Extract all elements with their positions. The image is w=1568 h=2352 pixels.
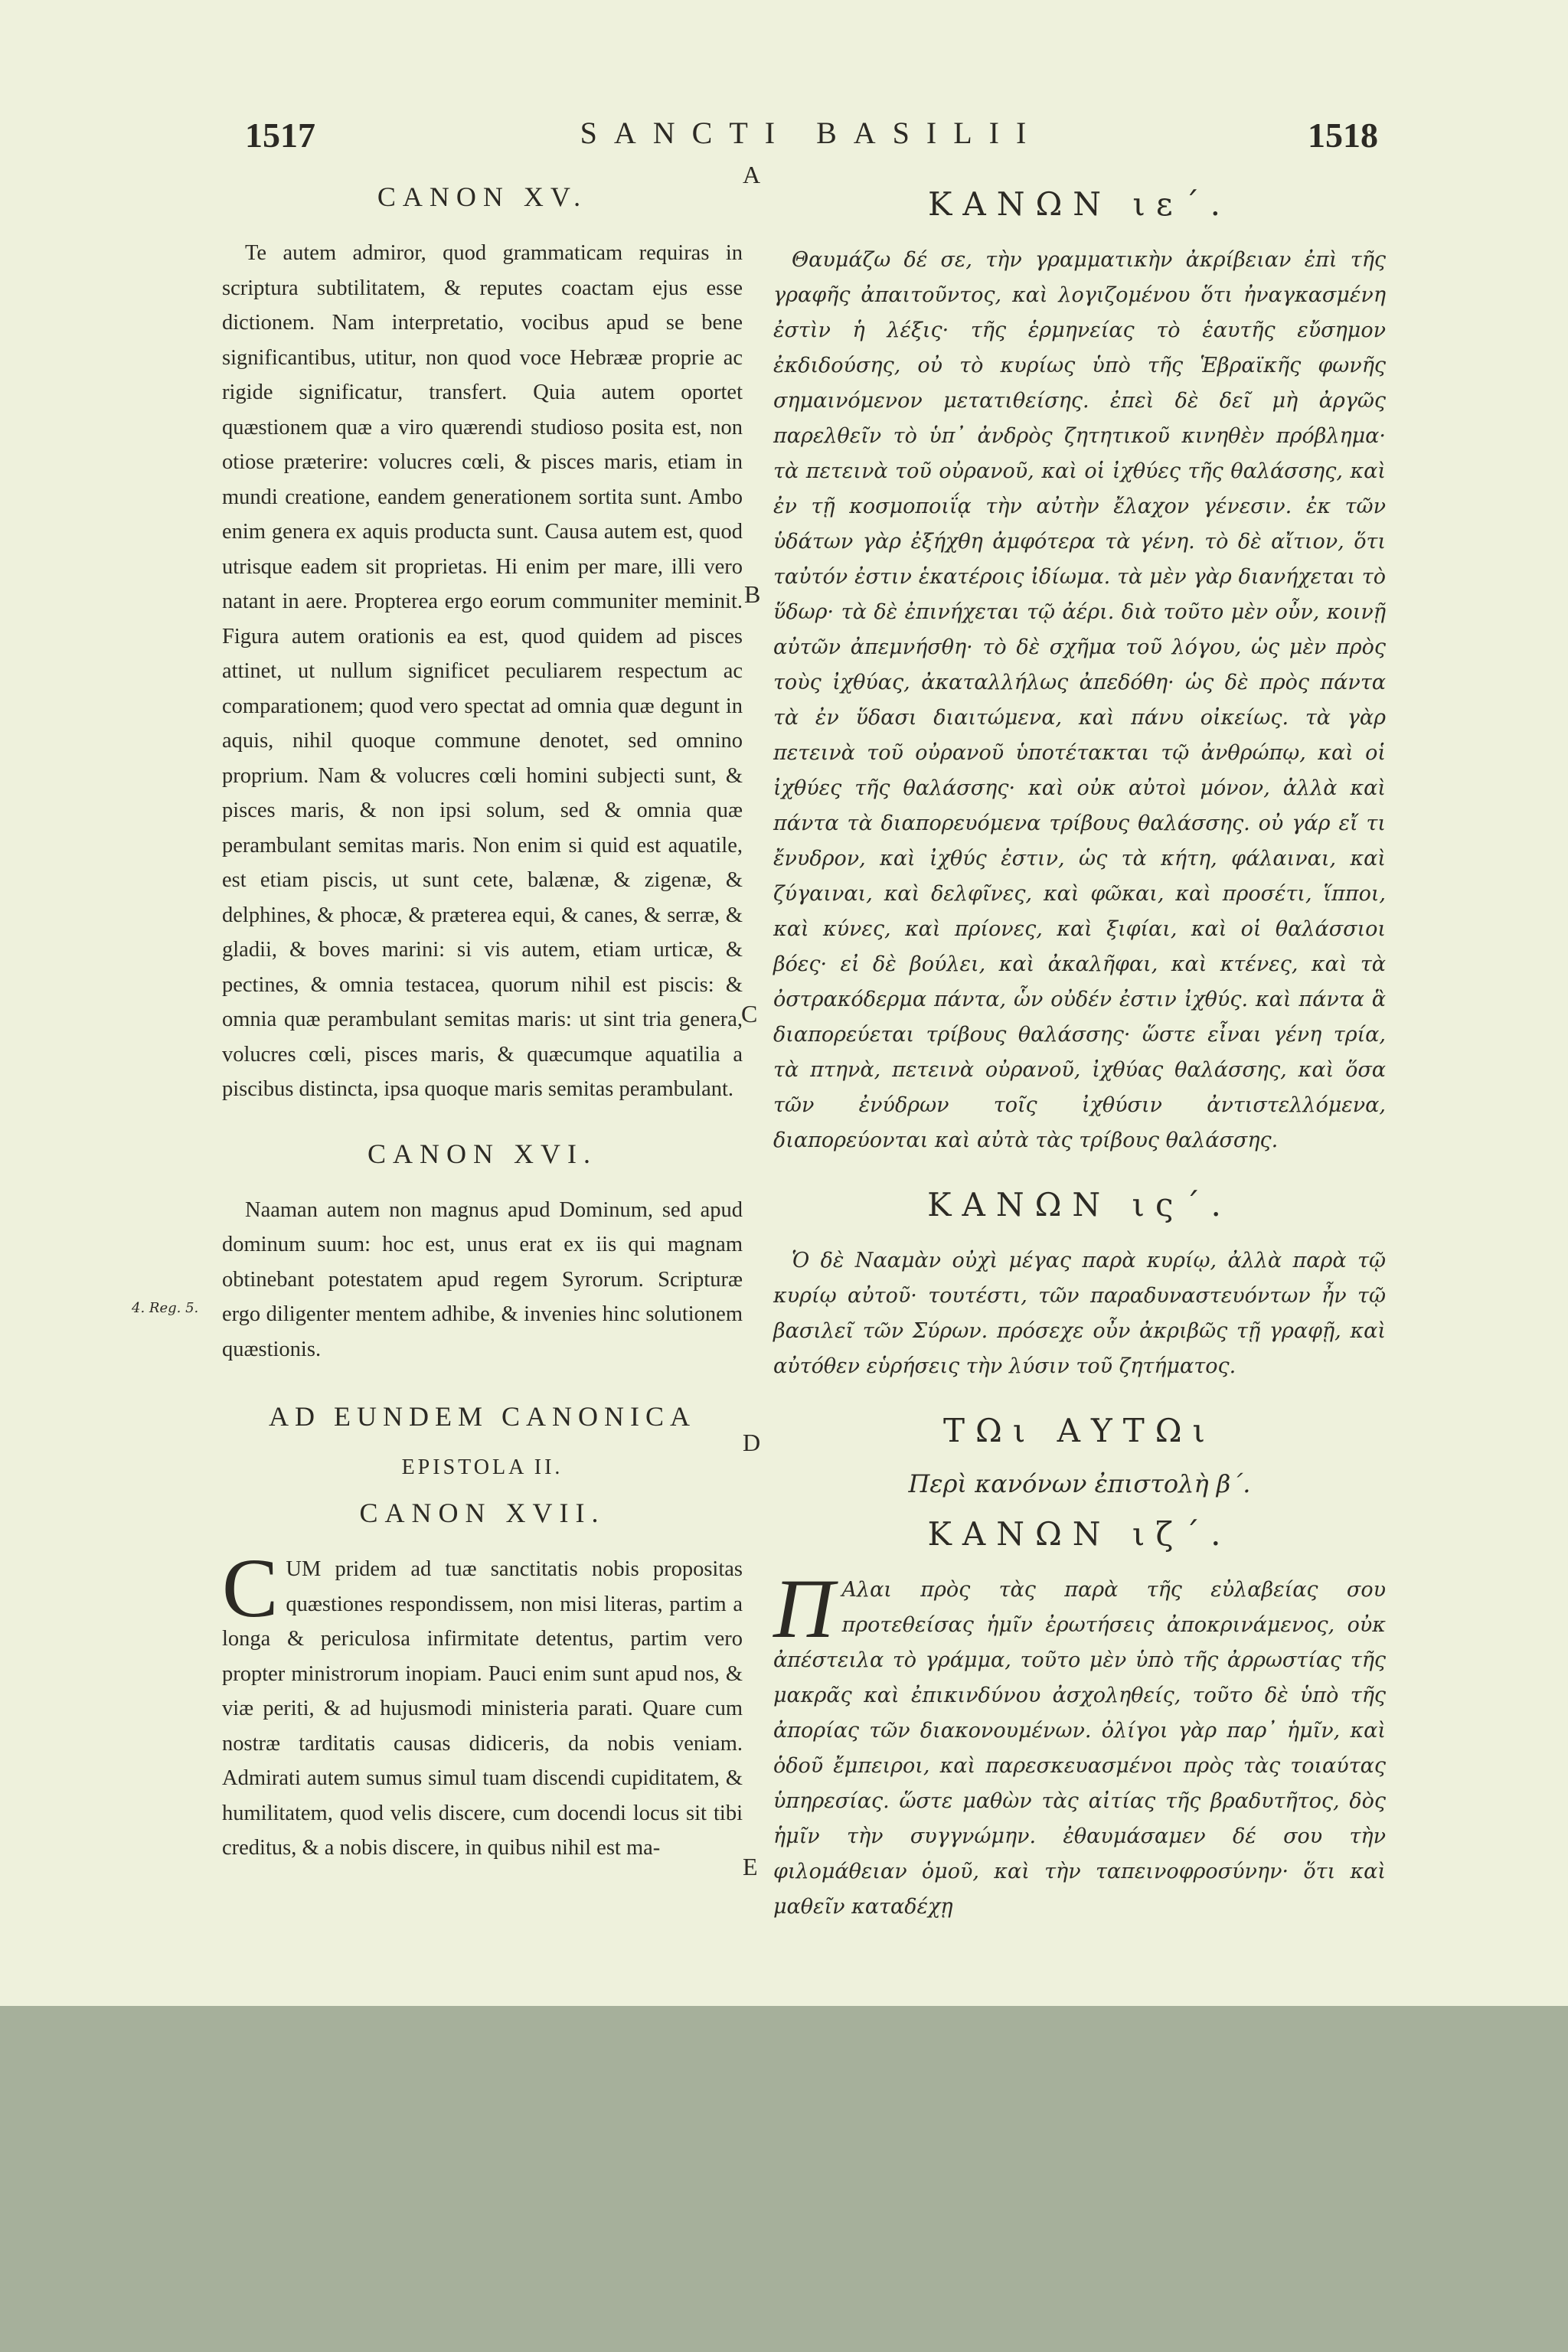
canon-17-text-latin: UM pridem ad tuæ sanctitatis nobis propositas quæstiones respondissem, non misi literas, partim a longa & periculosa infirmitate detentus, partim vero propter ministrorum inopiam. Pauci enim sunt apud nos, & viæ periti, & ad hujusmodi ministeria parati. Quare cum nostræ tarditatis causas didiceris, da nobis veniam. Admirati autem sumus simul tuam discendi cupiditatem, & humilitatem, quod velis discere, cum docendi locus sit tibi creditus, & a nobis discere, in quibus nihil est ma- <box>222 1557 743 1860</box>
canon-17-paragraph-latin <box>222 1541 743 1866</box>
epistle-heading-greek: ΤΩι ΑΥΤΩι <box>942 1412 1216 1449</box>
canon-15-text-greek: Θαυμάζω δέ σε, τὴν γραμματικὴν ἀκρίβειαν ἐπὶ τῆς γραφῆς ἀπαιτοῦντος, καὶ λογιζομένου ὅτι ἠναγκασμένη ἐστὶν ἡ λέξις· τῆς ἑρμηνείας τὸ ἑαυτῆς εὔσημον ἐκδιδούσης, οὐ τὸ κυρίως ὑπὸ τῆς Ἑβραϊκῆς φωνῆς σημαινόμενον μετατιθείσης. ἐπεὶ δὲ δεῖ μὴ ἀργῶς παρελθεῖν τὸ ὑπ᾽ ἀνδρὸς ζητητικοῦ κινηθὲν πρόβλημα· τὰ πετεινὰ τοῦ οὐρανοῦ, καὶ οἱ ἰχθύες τῆς θαλάσσης, καὶ ἐν τῇ κοσμοποιΐᾳ τὴν αὐτὴν ἔλαχον γένεσιν. ἐκ τῶν ὑδάτων γὰρ ἐξήχθη ἀμφότερα τὰ γένη. τὸ δὲ αἴτιον, ὅτι ταὐτόν ἐστιν ἑκατέροις ἰδίωμα. τὰ μὲν γὰρ διανήχεται τὸ ὕδωρ· τὰ δὲ ἐπινήχεται τῷ ἀέρι. διὰ τοῦτο μὲν οὖν, κοινῇ αὐτῶν ἀπεμνήσθη· τὸ δὲ σχῆμα τοῦ λόγου, ὡς μὲν πρὸς τοὺς ἰχθύας, ἀκαταλλήλως ἀπεδόθη· ὡς δὲ πρὸς πάντα τὰ ἐν ὕδασι διαιτώμενα, καὶ πάνυ οἰκείως. τὰ γὰρ πετεινὰ τοῦ οὐρανοῦ ὑποτέτακται τῷ ἀνθρώπῳ, καὶ οἱ ἰχθύες τῆς θαλάσσης· καὶ οὐκ αὐτοὶ μόνον, ἀλλὰ καὶ πάντα τὰ διαπορευόμενα τρίβους θαλάσσης. οὐ γάρ εἴ τι ἔνυδρον, καὶ ἰχθύς ἐστιν, ὡς τὰ κήτη, φάλαιναι, καὶ ζύγαιναι, καὶ δελφῖνες, καὶ φῶκαι, καὶ προσέτι, ἵπποι, καὶ κύνες, καὶ πρίονες, καὶ ξιφίαι, καὶ οἱ θαλάσσιοι βόες· εἰ δὲ βούλει, καὶ ἀκαλῆφαι, καὶ κτένες, καὶ τὰ ὀστρακόδερμα πάντα, ὧν οὐδέν ἐστιν ἰχθύς. καὶ πάντα ἃ διαπορεύεται τρίβους θαλάσσης· ὥστε εἶναι γένη τρία, τὰ πτηνὰ, πετεινὰ οὐρανοῦ, ἰχθύας θαλάσσης, καὶ ὅσα τῶν ἐνύδρων τοῖς ἰχθύσιν ἀντιστελλόμενα, διαπορεύονται καὶ αὐτὰ τὰς τρίβους θαλάσσης. <box>773 248 1386 1152</box>
canon-17-heading-greek: ΚΑΝΩΝ ιζ΄. <box>927 1515 1232 1553</box>
marginal-reference: 4. Reg. 5. <box>132 1300 199 1316</box>
canon-16-heading-greek: ΚΑΝΩΝ ις΄. <box>927 1186 1232 1223</box>
drop-cap-latin: C <box>222 1541 279 1635</box>
column-letter-c: C <box>741 1000 758 1027</box>
canon-17-text-greek: Αλαι πρὸς τὰς παρὰ τῆς εὐλαβείας σου προτεθείσας ἡμῖν ἐρωτήσεις ἀποκρινάμενος, οὐκ ἀπέστειλα τὸ γράμμα, τοῦτο μὲν ὑπὸ τῆς ἀρρωστίας τῆς μακρᾶς καὶ ἐπικινδύνου ἀσχοληθείς, τοῦτο δὲ ὑπὸ τῆς ἀπορίας τῶν διακονουμένων. ὀλίγοι γὰρ παρ᾽ ἡμῖν, καὶ ὁδοῦ ἔμπειροι, καὶ παρεσκευασμένοι πρὸς τὰς τοιαύτας ὑπηρεσίας. ὥστε μαθὼν τὰς αἰτίας τῆς βραδυτῆτος, δὸς ἡμῖν τὴν συγγνώμην. ἐθαυμάσαμεν δέ σου τὴν φιλομάθειαν ὁμοῦ, καὶ τὴν ταπεινοφροσύνην· ὅτι καὶ μαθεῖν καταδέχῃ <box>773 1578 1386 1919</box>
canon-16-text-greek: Ὁ δὲ Νααμὰν οὐχὶ μέγας παρὰ κυρίῳ, ἀλλὰ παρὰ τῷ κυρίῳ αὐτοῦ· τουτέστι, τῶν παραδυναστευόντων ἦν τῷ βασιλεῖ τῶν Σύρων. πρόσεχε οὖν ἀκριβῶς τῇ γραφῇ, καὶ αὐτόθεν εὑρήσεις τὴν λύσιν τοῦ ζητήματος. <box>773 1249 1386 1378</box>
right-page-number: 1518 <box>1308 116 1378 155</box>
left-page-number: 1517 <box>245 116 315 155</box>
column-letter-d: D <box>743 1429 761 1456</box>
canon-16-text-latin: Naaman autem non magnus apud Dominum, sed apud dominum suum: hoc est, unus erat ex iis qui magnam obtinebant potestatem apud regem Syrorum. Scripturæ ergo diligenter mentem adhibe, & invenies hinc solutionem quæstionis. <box>222 1197 743 1361</box>
canon-15-heading-latin: CANON XV. <box>377 181 588 212</box>
column-letter-a: A <box>743 161 761 188</box>
epistle-heading-latin: AD EUNDEM CANONICA <box>269 1401 696 1432</box>
epistle-subheading-latin: EPISTOLA II. <box>401 1455 564 1479</box>
drop-cap-greek: Π <box>773 1562 835 1655</box>
epistle-subheading-greek: Περὶ κανόνων ἐπιστολὴ β΄. <box>908 1469 1251 1498</box>
page-header <box>245 115 1378 161</box>
column-letter-b: B <box>744 580 761 608</box>
canon-17-heading-latin: CANON XVII. <box>359 1498 606 1528</box>
latin-column <box>222 168 743 1866</box>
running-title: SANCTI BASILII <box>580 116 1044 150</box>
greek-column <box>773 168 1386 1925</box>
canon-16-heading-latin: CANON XVI. <box>368 1138 597 1169</box>
canon-17-paragraph-greek <box>773 1562 1386 1925</box>
canon-15-heading-greek: ΚΑΝΩΝ ιε΄. <box>928 185 1231 223</box>
column-letter-e: E <box>743 1853 758 1880</box>
canon-15-text-latin: Te autem admiror, quod grammaticam requiras in scriptura subtilitatem, & reputes coactam ejus esse dictionem. Nam interpretatio, vocibus apud se bene significantibus, utitur, non quod voce Hebrææ proprie ac rigide significatur, transfert. Quia autem oportet quæstionem quæ a viro quærendi studioso posita est, non otiose præterire: volucres cœli, & pisces maris, etiam in mundi creatione, eandem generationem sortita sunt. Ambo enim genera ex aquis producta sunt. Causa autem est, quod utrisque eadem sit proprietas. Hi enim per mare, illi vero natant in aere. Propterea ergo eorum communiter meminit. Figura autem orationis ea est, quod quidem ad pisces attinet, ut nullum significet peculiarem respectum ac comparationem; quod vero spectat ad omnia quæ degunt in aquis, nihil quoque commune denotet, sed omnino proprium. Nam & volucres cœli homini subjecti sunt, & pisces maris, & non ipsi solum, sed & omnia quæ perambulant semitas maris. Non enim si quid est aquatile, est etiam piscis, ut sunt cete, balænæ, & zigenæ, & delphines, & phocæ, & præterea equi, & canes, & serræ, & gladii, & boves marini: si vis autem, etiam urticæ, & pectines, & omnia testacea, quorum nihil est piscis: & omnia quæ perambulant semitas maris: ut sint tria genera, volucres cœli, pisces maris, & quæcumque aquatilia a piscibus distincta, ipsa quoque maris semitas perambulant. <box>222 241 743 1101</box>
